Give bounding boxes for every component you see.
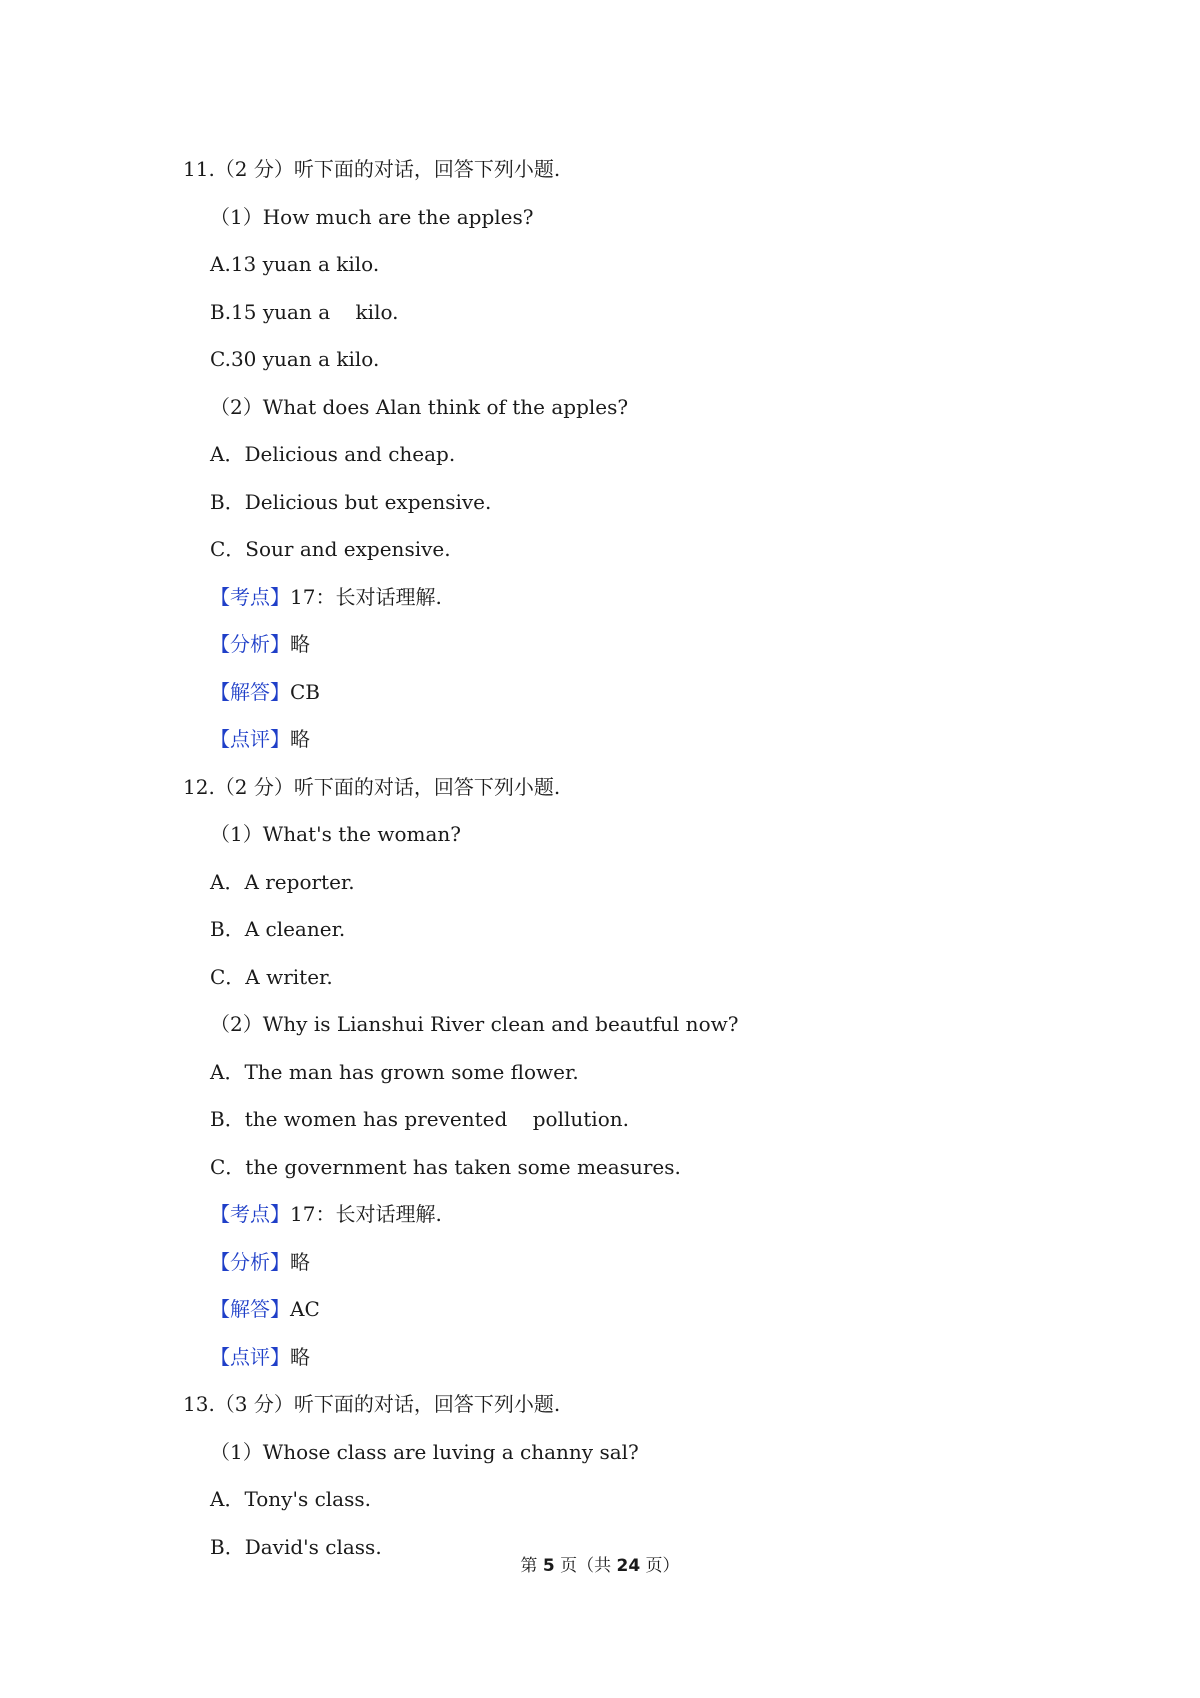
q13-sub1-option-a: A．Tony's class. bbox=[210, 1487, 371, 1511]
question-11-header: 11.（2 分）听下面的对话，回答下列小题. bbox=[183, 157, 561, 181]
q12-kaodian-value: 17：长对话理解. bbox=[290, 1202, 442, 1226]
q12-sub2-option-a: A．The man has grown some flower. bbox=[210, 1059, 579, 1084]
page-content bbox=[183, 151, 1083, 1576]
q11-fenxi-label: 【分析】 bbox=[210, 632, 290, 656]
q12-jieda bbox=[183, 1291, 1083, 1339]
q11-jieda-label: 【解答】 bbox=[210, 679, 290, 704]
q11-sub2-option-c: C．Sour and expensive. bbox=[210, 537, 451, 561]
q11-sub1-option-a: A.13 yuan a kilo. bbox=[210, 252, 380, 276]
q12-fenxi-value: 略 bbox=[290, 1249, 310, 1274]
q13-sub1-option-b: B．David's class. bbox=[210, 1534, 382, 1559]
q11-kaodian bbox=[183, 579, 1083, 627]
footer-total-pages: 24 bbox=[616, 1556, 641, 1576]
q11-sub1-option-b: B.15 yuan a kilo. bbox=[210, 299, 399, 324]
q11-dianping-value: 略 bbox=[290, 727, 310, 751]
q12-dianping bbox=[183, 1339, 1083, 1387]
q12-sub1-prompt: （1）What's the woman? bbox=[210, 822, 462, 846]
q12-sub1-option-b: B．A cleaner. bbox=[210, 917, 346, 941]
q13-sub1-prompt: （1）Whose class are luving a channy sal? bbox=[210, 1439, 639, 1464]
q11-sub2-option-b: B．Delicious but expensive. bbox=[210, 489, 492, 514]
q12-sub2-prompt: （2）Why is Lianshui River clean and beautful now? bbox=[210, 1012, 739, 1036]
q12-dianping-value: 略 bbox=[290, 1344, 310, 1369]
question-12-header: 12.（2 分）听下面的对话，回答下列小题. bbox=[183, 774, 561, 799]
q11-kaodian-label: 【考点】 bbox=[210, 584, 290, 609]
q12-kaodian-label: 【考点】 bbox=[210, 1202, 290, 1226]
q11-sub1-option-c: C.30 yuan a kilo. bbox=[210, 347, 380, 371]
q12-fenxi-label: 【分析】 bbox=[210, 1249, 290, 1274]
footer-middle: 页（共 bbox=[554, 1556, 617, 1576]
q12-jieda-label: 【解答】 bbox=[210, 1297, 290, 1321]
q12-sub2-option-c: C．the government has taken some measures. bbox=[210, 1154, 681, 1179]
question-13-header: 13.（3 分）听下面的对话，回答下列小题. bbox=[183, 1392, 561, 1416]
q12-sub1-option-c: C．A writer. bbox=[210, 964, 333, 989]
q11-fenxi-value: 略 bbox=[290, 632, 310, 656]
q12-sub1-option-a: A．A reporter. bbox=[210, 869, 355, 894]
q11-jieda bbox=[183, 674, 1083, 722]
footer-suffix: 页） bbox=[640, 1556, 680, 1576]
q12-jieda-value: AC bbox=[290, 1297, 320, 1321]
footer-page-number: 5 bbox=[542, 1556, 555, 1576]
q12-fenxi bbox=[183, 1244, 1083, 1292]
q11-fenxi bbox=[183, 626, 1083, 674]
q11-sub2-prompt: （2）What does Alan think of the apples? bbox=[210, 394, 629, 419]
footer-prefix: 第 bbox=[520, 1556, 543, 1576]
q11-dianping bbox=[183, 721, 1083, 769]
page-footer bbox=[0, 1552, 1200, 1580]
q11-dianping-label: 【点评】 bbox=[210, 727, 290, 751]
q11-jieda-value: CB bbox=[290, 679, 320, 704]
q12-dianping-label: 【点评】 bbox=[210, 1344, 290, 1369]
q11-kaodian-value: 17：长对话理解. bbox=[290, 584, 442, 609]
q12-sub2-option-b: B．the women has prevented pollution. bbox=[210, 1107, 629, 1131]
q11-sub2-option-a: A．Delicious and cheap. bbox=[210, 442, 456, 466]
q11-sub1-prompt: （1）How much are the apples? bbox=[210, 204, 534, 229]
q12-kaodian bbox=[183, 1196, 1083, 1244]
